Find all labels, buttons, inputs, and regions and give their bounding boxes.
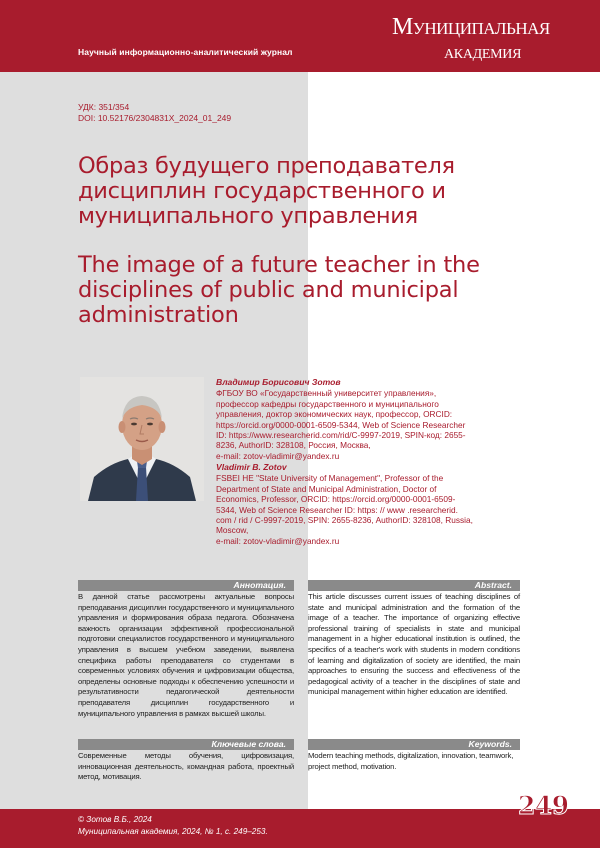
title-ru-line: Образ будущего преподавателя <box>78 153 455 179</box>
title-ru-line: муниципального управления <box>78 203 418 229</box>
title-en-line: disciplines of public and municipal <box>78 277 459 303</box>
logo-line-2: академия <box>444 41 522 63</box>
author-affiliation-line: 8236, AuthorID: 328108, Россия, Москва, <box>216 440 371 451</box>
copyright-line: © Зотов В.Б., 2024 <box>78 815 152 824</box>
title-en-line: administration <box>78 302 239 328</box>
author-name-ru: Владимир Борисович Зотов <box>216 377 341 387</box>
citation-line: Муниципальная академия, 2024, № 1, с. 249–253. <box>78 826 268 836</box>
doi-code: DOI: 10.52176/2304831X_2024_01_249 <box>78 113 232 123</box>
abstract-ru-heading: Аннотация. <box>78 580 294 591</box>
author-portrait-image <box>80 377 204 501</box>
author-affiliation-line: FSBEI HE "State University of Management", Professor of the <box>216 473 444 484</box>
author-affiliation-line: Economics, Professor, ORCID: https://orcid.org/0000-0001-6509- <box>216 494 456 505</box>
footer-citation <box>78 814 268 837</box>
page-number: 249 <box>518 791 569 820</box>
author-affiliation-line: com / rid / C-9997-2019, SPIN: 2655-8236, AuthorID: 328108, Russia, <box>216 515 473 526</box>
journal-tagline: Научный информационно-аналитический журнал <box>78 47 293 57</box>
title-en-line: The image of a future teacher in the <box>78 252 480 278</box>
abstract-ru-text: В данной статье рассмотрены актуальные вопросы преподавания дисциплин государственного и муниципального управления и формирования образа педагога. Обозначена важность организации эффективной профессиональной подготовки специалистов государственного и муниципального управления в высшем учебном заведении, выявлена специфика работы преподавателя со студентами в современных условиях обучения и цифровизации общества, определены основные подходы к обеспечению успешности и результативности педагогической деятельности преподавателя дисциплин государственного и муниципального управления в рамках высшей школы. <box>78 592 294 718</box>
author-email-en[interactable]: e-mail: zotov-vladimir@yandex.ru <box>216 535 340 546</box>
journal-logo <box>390 10 580 64</box>
article-title-en <box>78 253 568 328</box>
author-affiliation-line: Department of State and Municipal Administration, Doctor of <box>216 483 437 494</box>
author-affiliation-line: ID: https://www.researcherid.com/rid/C-9997-2019, SPIN-код: 2655- <box>216 430 466 441</box>
keywords-en-text: Modern teaching methods, digitalization, innovation, teamwork, project method, motivation. <box>308 751 514 771</box>
author-name-en: Vladimir B. Zotov <box>216 462 287 472</box>
logo-line-1: Муниципальная <box>392 14 550 40</box>
author-info-en <box>216 462 526 546</box>
author-info-ru <box>216 377 526 461</box>
article-meta <box>78 102 231 124</box>
author-affiliation-line: ФГБОУ ВО «Государственный университет управления», <box>216 388 437 399</box>
udk-code: УДК: 351/354 <box>78 102 130 112</box>
keywords-ru-heading: Ключевые слова. <box>78 739 294 750</box>
abstract-en-text: This article discusses current issues of teaching disciplines of state and municipal administration and the formation of the image of a teacher. The importance of organizing effective professional training of specialists in state and municipal management in a higher educational institution is outlined, the specifics of a teacher's work with students in modern conditions of learning and digitalization of society are identified, the main approaches to ensuring the success and effectiveness of the pedagogical activity of a teacher in the disciplines of state and municipal management within higher education are identified. <box>308 592 520 697</box>
author-affiliation-line: управления, доктор экономических наук, профессор, ORCID: <box>216 409 453 420</box>
keywords-en-heading: Keywords. <box>308 739 520 750</box>
author-affiliation-line: https://orcid.org/0000-0001-6509-5344, Web of Science Researcher <box>216 419 466 430</box>
author-affiliation-line: 5344, Web of Science Researcher ID: https: // www .researcherid. <box>216 504 458 515</box>
title-ru-line: дисциплин государственного и <box>78 178 446 204</box>
abstract-en-heading: Abstract. <box>308 580 520 591</box>
author-photo <box>80 377 204 501</box>
author-affiliation-line: Moscow, <box>216 525 249 536</box>
article-title-ru <box>78 154 518 229</box>
keywords-ru-text: Современные методы обучения, цифровизация, инновационная деятельность, командная работа, проектный метод, мотивация. <box>78 751 294 782</box>
author-email-ru[interactable]: e-mail: zotov-vladimir@yandex.ru <box>216 450 340 461</box>
author-affiliation-line: профессор кафедры государственного и муниципального <box>216 398 439 409</box>
